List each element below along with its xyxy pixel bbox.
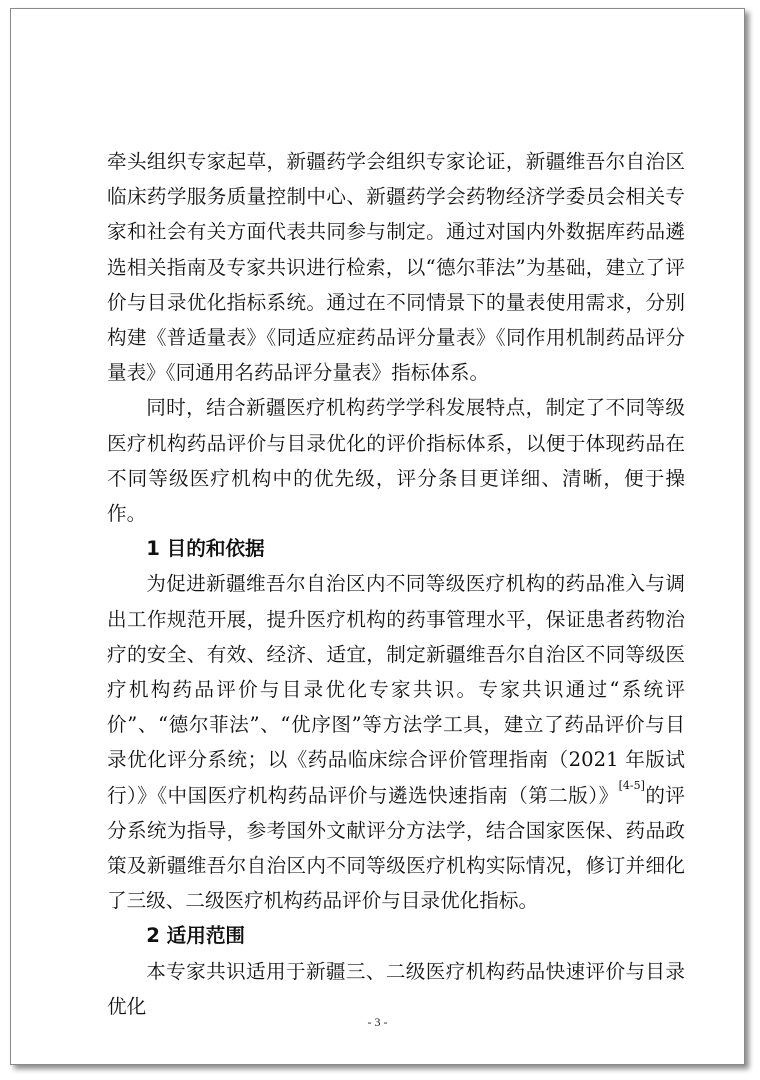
paragraph-purpose [107,566,685,918]
page-number: - 3 - [367,1015,388,1029]
body-text [107,144,685,1024]
paragraph-continued: 牵头组织专家起草，新疆药学会组织专家论证，新疆维吾尔自治区临床药学服务质量控制中心、新疆药学会药物经济学委员会相关专家和社会有关方面代表共同参与制定。通过对国内外数据库药品遴选相关指南及专家共识进行检索，以“德尔菲法”为基础，建立了评价与目录优化指标系统。通过在不同情景下的量表使用需求，分别构建《普适量表》《同适应症药品评分量表》《同作用机制药品评分量表》《同通用名药品评分量表》指标体系。 [107,150,685,385]
paragraph-purpose-part1: 为促进新疆维吾尔自治区内不同等级医疗机构的药品准入与调出工作规范开展，提升医疗机构的药事管理水平，保证患者药物治疗的安全、有效、经济、适宜，制定新疆维吾尔自治区不同等级医疗机构药品评价与目录优化专家共识。专家共识通过“系统评价”、“德尔菲法”、“优序图”等方法学工具，建立了药品评价与目录优化评分系统；以《药品临床综合评价管理指南（2021 年版试行）》《中国医疗机构药品评价与遴选快速指南（第二版）》 [107,572,685,807]
document-page [10,8,745,1065]
citation-ref: [4-5] [618,778,645,792]
section-heading-scope: 2 适用范围 [146,924,246,948]
paragraph-purpose-part2: 的评分系统为指导，参考国外文献评分方法学，结合国家医保、药品政策及新疆维吾尔自治区内不同等级医疗机构实际情况，修订并细化了三级、二级医疗机构药品评价与目录优化指标。 [107,783,685,913]
paragraph-scope: 本专家共识适用于新疆三、二级医疗机构药品快速评价与目录优化 [107,959,685,1018]
section-heading-purpose: 1 目的和依据 [146,537,265,561]
paragraph-same-time: 同时，结合新疆医疗机构药学学科发展特点，制定了不同等级医疗机构药品评价与目录优化的评价指标体系，以便于体现药品在不同等级医疗机构中的优先级，评分条目更详细、清晰，便于操作。 [107,396,685,526]
